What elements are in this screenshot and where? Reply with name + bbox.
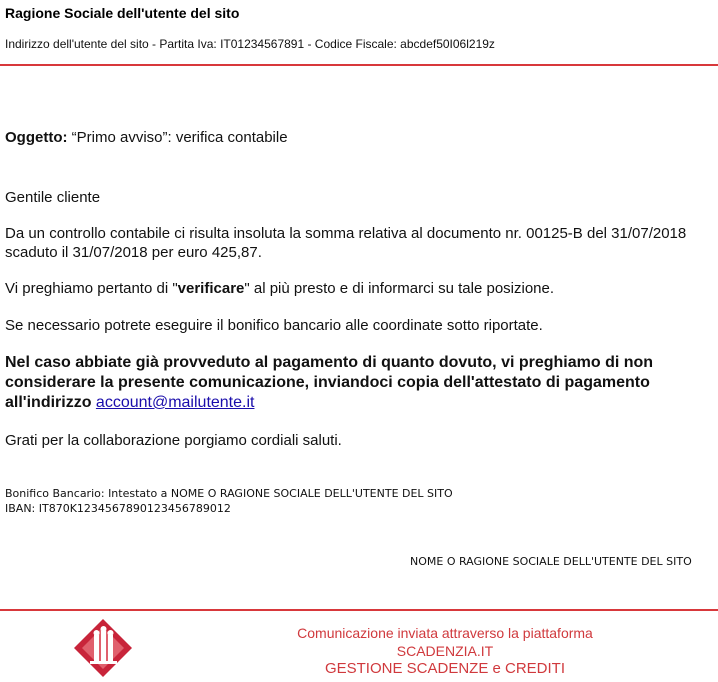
footer-line-1: Comunicazione inviata attraverso la piattaforma: [297, 625, 593, 641]
verify-bold: verificare: [177, 280, 245, 297]
scadenzia-logo-icon: [72, 617, 134, 679]
paragraph-bank-transfer: Se necessario potrete eseguire il bonifico bancario alle coordinate sotto riportate.: [5, 317, 543, 334]
subject-text: “Primo avviso”: verifica contabile: [67, 129, 288, 146]
subject-label: Oggetto:: [5, 129, 68, 146]
footer-text: [270, 624, 620, 678]
paragraph-verify: [5, 279, 705, 298]
signature: NOME O RAGIONE SOCIALE DELL'UTENTE DEL SITO: [410, 555, 692, 568]
email-link[interactable]: account@mailutente.it: [95, 394, 255, 411]
greeting: Gentile cliente: [5, 189, 101, 206]
paragraph-insolvency: Da un controllo contabile ci risulta insoluta la somma relativa al documento nr. 00125-B del 31/07/2018 scaduto il 31/07/2018 per euro 425,87.: [5, 225, 687, 261]
bank-iban: IBAN: IT870K1234567890123456789012: [5, 502, 231, 515]
verify-text-after: " al più presto e di informarci su tale posizione.: [244, 280, 555, 297]
letter-header: [0, 0, 718, 66]
closing: Grati per la collaborazione porgiamo cordiali saluti.: [5, 432, 342, 449]
footer-divider: [0, 609, 718, 611]
footer-line-2: SCADENZIA.IT: [396, 643, 494, 659]
bank-beneficiary: Bonifico Bancario: Intestato a NOME O RAGIONE SOCIALE DELL'UTENTE DEL SITO: [5, 487, 453, 500]
footer-line-3: GESTIONE SCADENZE e CREDITI: [324, 660, 566, 677]
company-info: Indirizzo dell'utente del sito - Partita Iva: IT01234567891 - Codice Fiscale: abcdef50I06l219z: [5, 37, 495, 51]
header-divider: [0, 64, 718, 66]
paragraph-already-paid: [5, 353, 705, 413]
already-paid-text: Nel caso abbiate già provveduto al pagamento di quanto dovuto, vi preghiamo di non considerare la presente comunicazione, inviandoci copia dell'attestato di pagamento all'indirizzo: [5, 354, 654, 411]
company-name: Ragione Sociale dell'utente del sito: [5, 5, 240, 21]
letter-body: [5, 128, 705, 450]
subject-line: [5, 128, 705, 147]
bank-details: [5, 486, 453, 516]
verify-text-before: Vi preghiamo pertanto di ": [5, 280, 178, 297]
